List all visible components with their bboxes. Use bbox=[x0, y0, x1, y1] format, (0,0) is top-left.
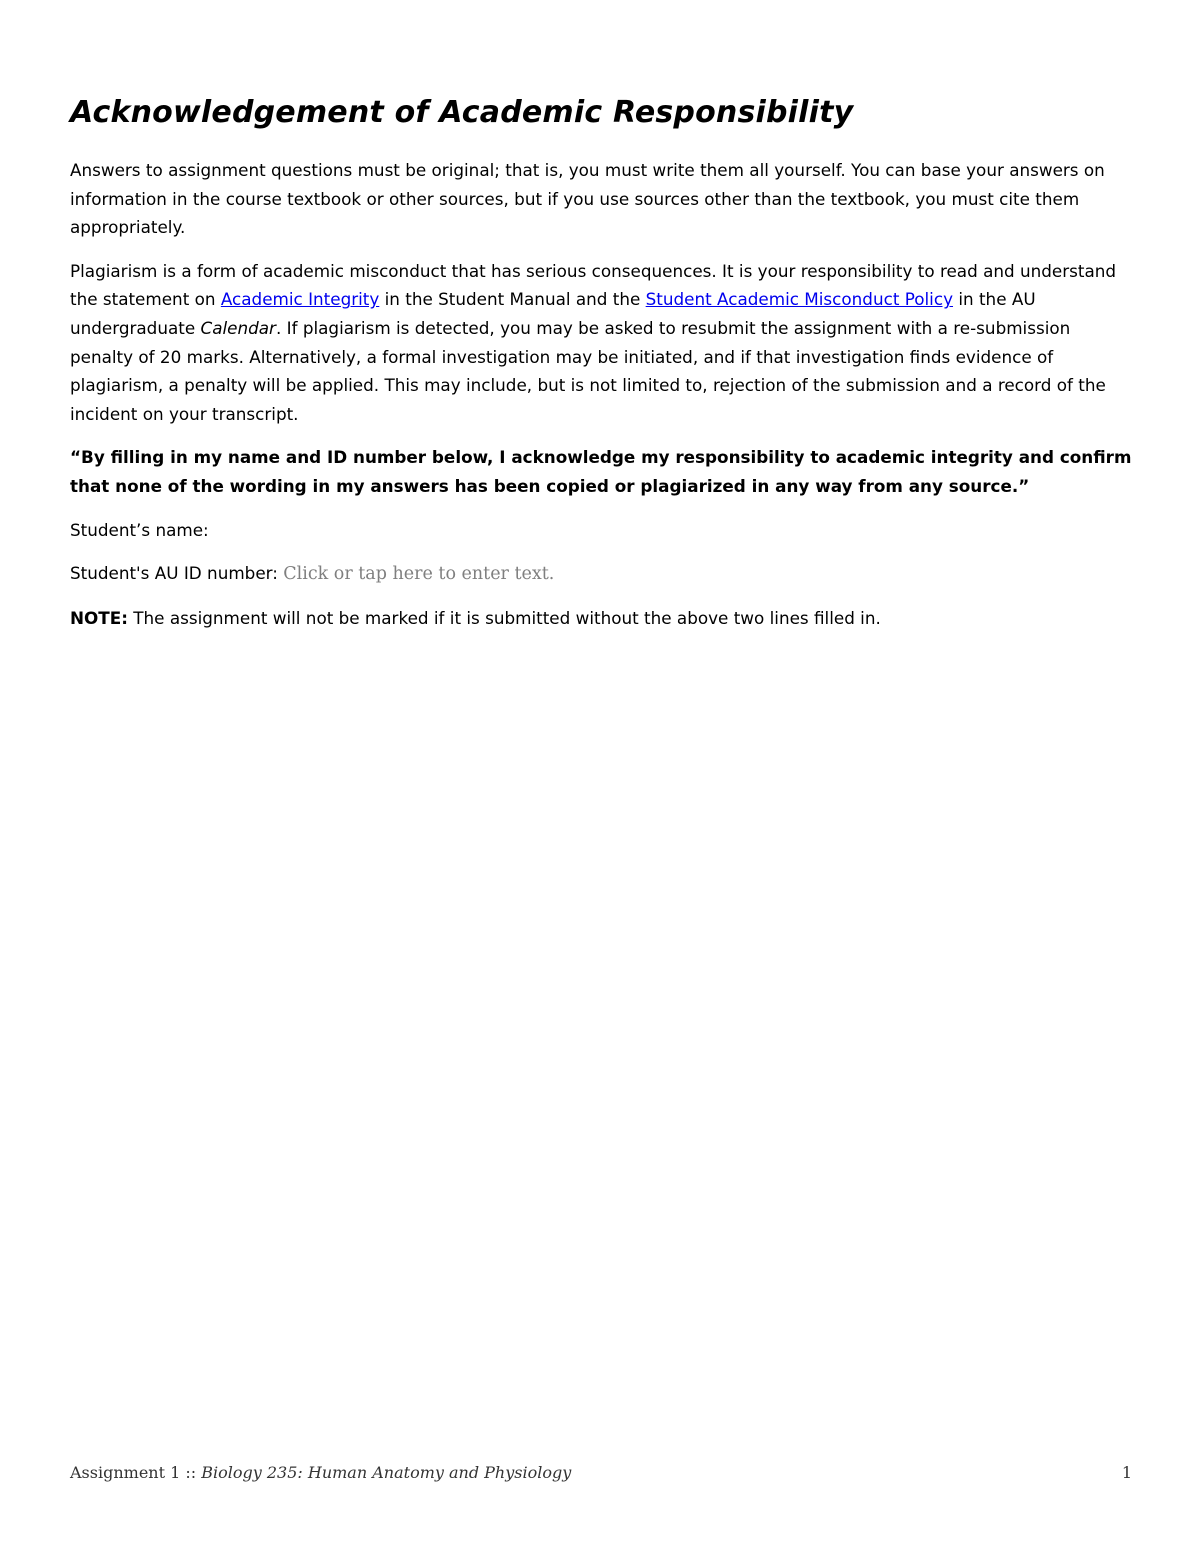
document-content bbox=[70, 92, 1132, 647]
student-id-label: Student's AU ID number: bbox=[70, 563, 284, 584]
plagiarism-text-1: Plagiarism is a form of academic misconduct that has serious consequences. It is your responsibility to read and understand the statement on bbox=[70, 260, 1117, 310]
page-number: 1 bbox=[1121, 1463, 1132, 1482]
note-text: The assignment will not be marked if it is submitted without the above two lines filled in. bbox=[127, 607, 881, 628]
page-footer bbox=[70, 1458, 1132, 1488]
note-paragraph bbox=[70, 604, 1132, 633]
note-label: NOTE: bbox=[70, 607, 128, 628]
footer-assignment-label bbox=[70, 1458, 571, 1488]
plagiarism-text-4: . If plagiarism is detected, you may be asked to resubmit the assignment with a re-submission penalty of 20 marks. Alternatively, a formal investigation may be initiated, and if that investigation finds evidence of plagiarism, a penalty will be applied. This may include, but is not limited to, rejection of the submission and a record of the incident on your transcript. bbox=[70, 317, 1106, 424]
academic-integrity-link[interactable]: Academic Integrity bbox=[220, 289, 380, 310]
plagiarism-paragraph bbox=[70, 257, 1132, 429]
student-name-line bbox=[70, 516, 1132, 545]
footer-course-title: Biology 235: Human Anatomy and Physiology bbox=[201, 1463, 572, 1482]
originality-paragraph: Answers to assignment questions must be original; that is, you must write them all yourself. You can base your answers on information in the course textbook or other sources, but if you use sources other than the textbook, you must cite them appropriately. bbox=[70, 160, 1105, 238]
footer-prefix: Assignment 1 :: bbox=[70, 1463, 202, 1482]
misconduct-policy-link[interactable]: Student Academic Misconduct Policy bbox=[645, 289, 954, 310]
student-name-label: Student’s name: bbox=[70, 519, 209, 540]
student-id-line bbox=[70, 559, 1132, 589]
document-title: Acknowledgement of Academic Responsibility bbox=[70, 95, 854, 130]
declaration-paragraph: “By filling in my name and ID number below, I acknowledge my responsibility to academic integrity and confirm that none of the wording in my answers has been copied or plagiarized in any way from any source.” bbox=[70, 447, 1132, 496]
plagiarism-text-2: in the Student Manual and the bbox=[379, 289, 646, 310]
plagiarism-text-3: in the AU undergraduate bbox=[70, 289, 1036, 338]
student-id-field[interactable]: Click or tap here to enter text. bbox=[283, 564, 555, 585]
calendar-italic: Calendar bbox=[200, 317, 276, 338]
